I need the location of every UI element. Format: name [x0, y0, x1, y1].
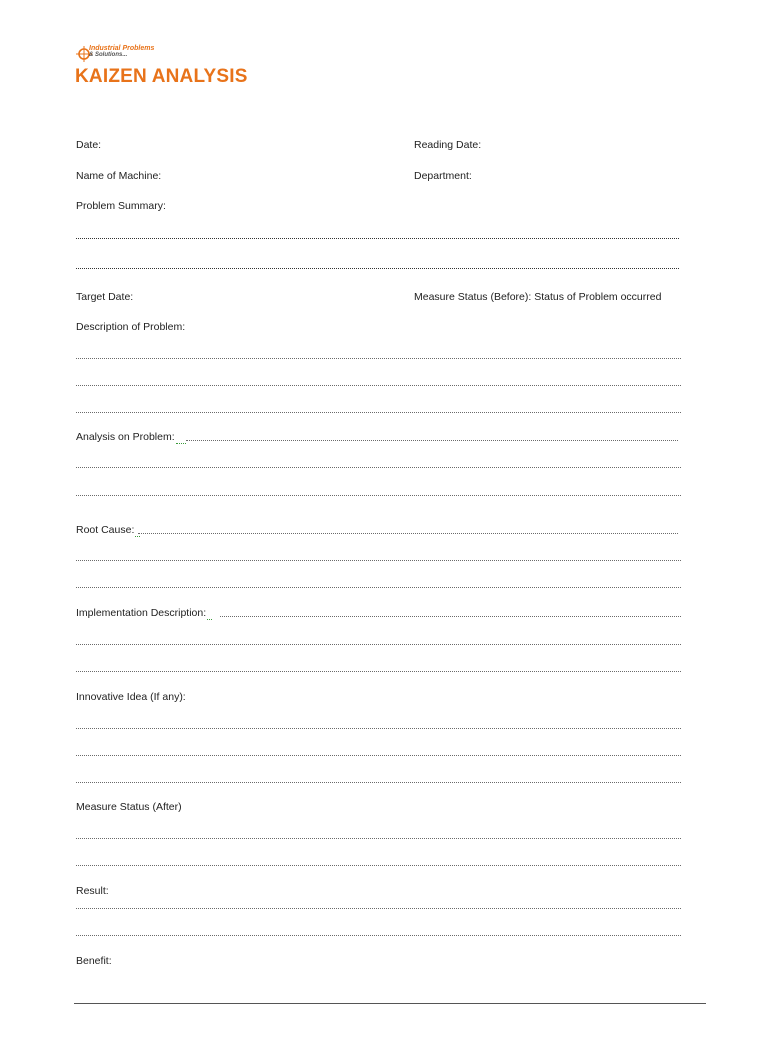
analysis-line-3[interactable]: [76, 495, 681, 496]
spellcheck-mark: [207, 616, 212, 620]
department-label: Department:: [414, 170, 472, 182]
measure-before-label: Measure Status (Before): Status of Problem occurred: [414, 291, 662, 303]
date-label: Date:: [76, 139, 102, 151]
innovative-idea-label: Innovative Idea (If any):: [76, 691, 186, 703]
reading-date-label: Reading Date:: [414, 139, 482, 151]
root-cause-line-2[interactable]: [76, 560, 681, 561]
measure-after-line-2[interactable]: [76, 865, 681, 866]
description-line-2[interactable]: [76, 385, 681, 386]
implementation-line-2[interactable]: [76, 644, 681, 645]
innovative-line-2[interactable]: [76, 755, 681, 756]
implementation-label: [76, 606, 212, 620]
implementation-line-3[interactable]: [76, 671, 681, 672]
target-date-label: Target Date:: [76, 291, 134, 303]
spellcheck-mark: [176, 440, 186, 444]
measure-after-line-1[interactable]: [76, 838, 681, 839]
implementation-label-text: Implementation Description:: [76, 607, 207, 619]
implementation-line-1[interactable]: [220, 616, 681, 617]
root-cause-label: [76, 523, 140, 537]
analysis-label: [76, 430, 186, 444]
benefit-label: Benefit:: [76, 955, 112, 967]
machine-name-label: Name of Machine:: [76, 170, 162, 182]
problem-summary-line-2[interactable]: [76, 268, 679, 269]
analysis-label-text: Analysis on Problem:: [76, 431, 175, 443]
measure-after-label: Measure Status (After): [76, 801, 182, 813]
description-line-3[interactable]: [76, 412, 681, 413]
description-label: Description of Problem:: [76, 321, 186, 333]
result-line-2[interactable]: [76, 935, 681, 936]
analysis-line-2[interactable]: [76, 467, 681, 468]
company-logo: [76, 44, 186, 64]
logo-line-1: Industrial Problems: [89, 45, 155, 52]
problem-summary-line-1[interactable]: [76, 238, 679, 239]
result-label: Result:: [76, 885, 109, 897]
logo-line-2: & Solutions...: [89, 52, 128, 58]
root-cause-line-3[interactable]: [76, 587, 681, 588]
description-line-1[interactable]: [76, 358, 681, 359]
root-cause-label-text: Root Cause:: [76, 524, 135, 536]
analysis-line-1[interactable]: [186, 440, 678, 441]
innovative-line-1[interactable]: [76, 728, 681, 729]
innovative-line-3[interactable]: [76, 782, 681, 783]
problem-summary-label: Problem Summary:: [76, 200, 166, 212]
footer-divider: [74, 1003, 706, 1004]
result-line-1[interactable]: [76, 908, 681, 909]
root-cause-line-1[interactable]: [138, 533, 678, 534]
page-title: KAIZEN ANALYSIS: [75, 66, 248, 87]
